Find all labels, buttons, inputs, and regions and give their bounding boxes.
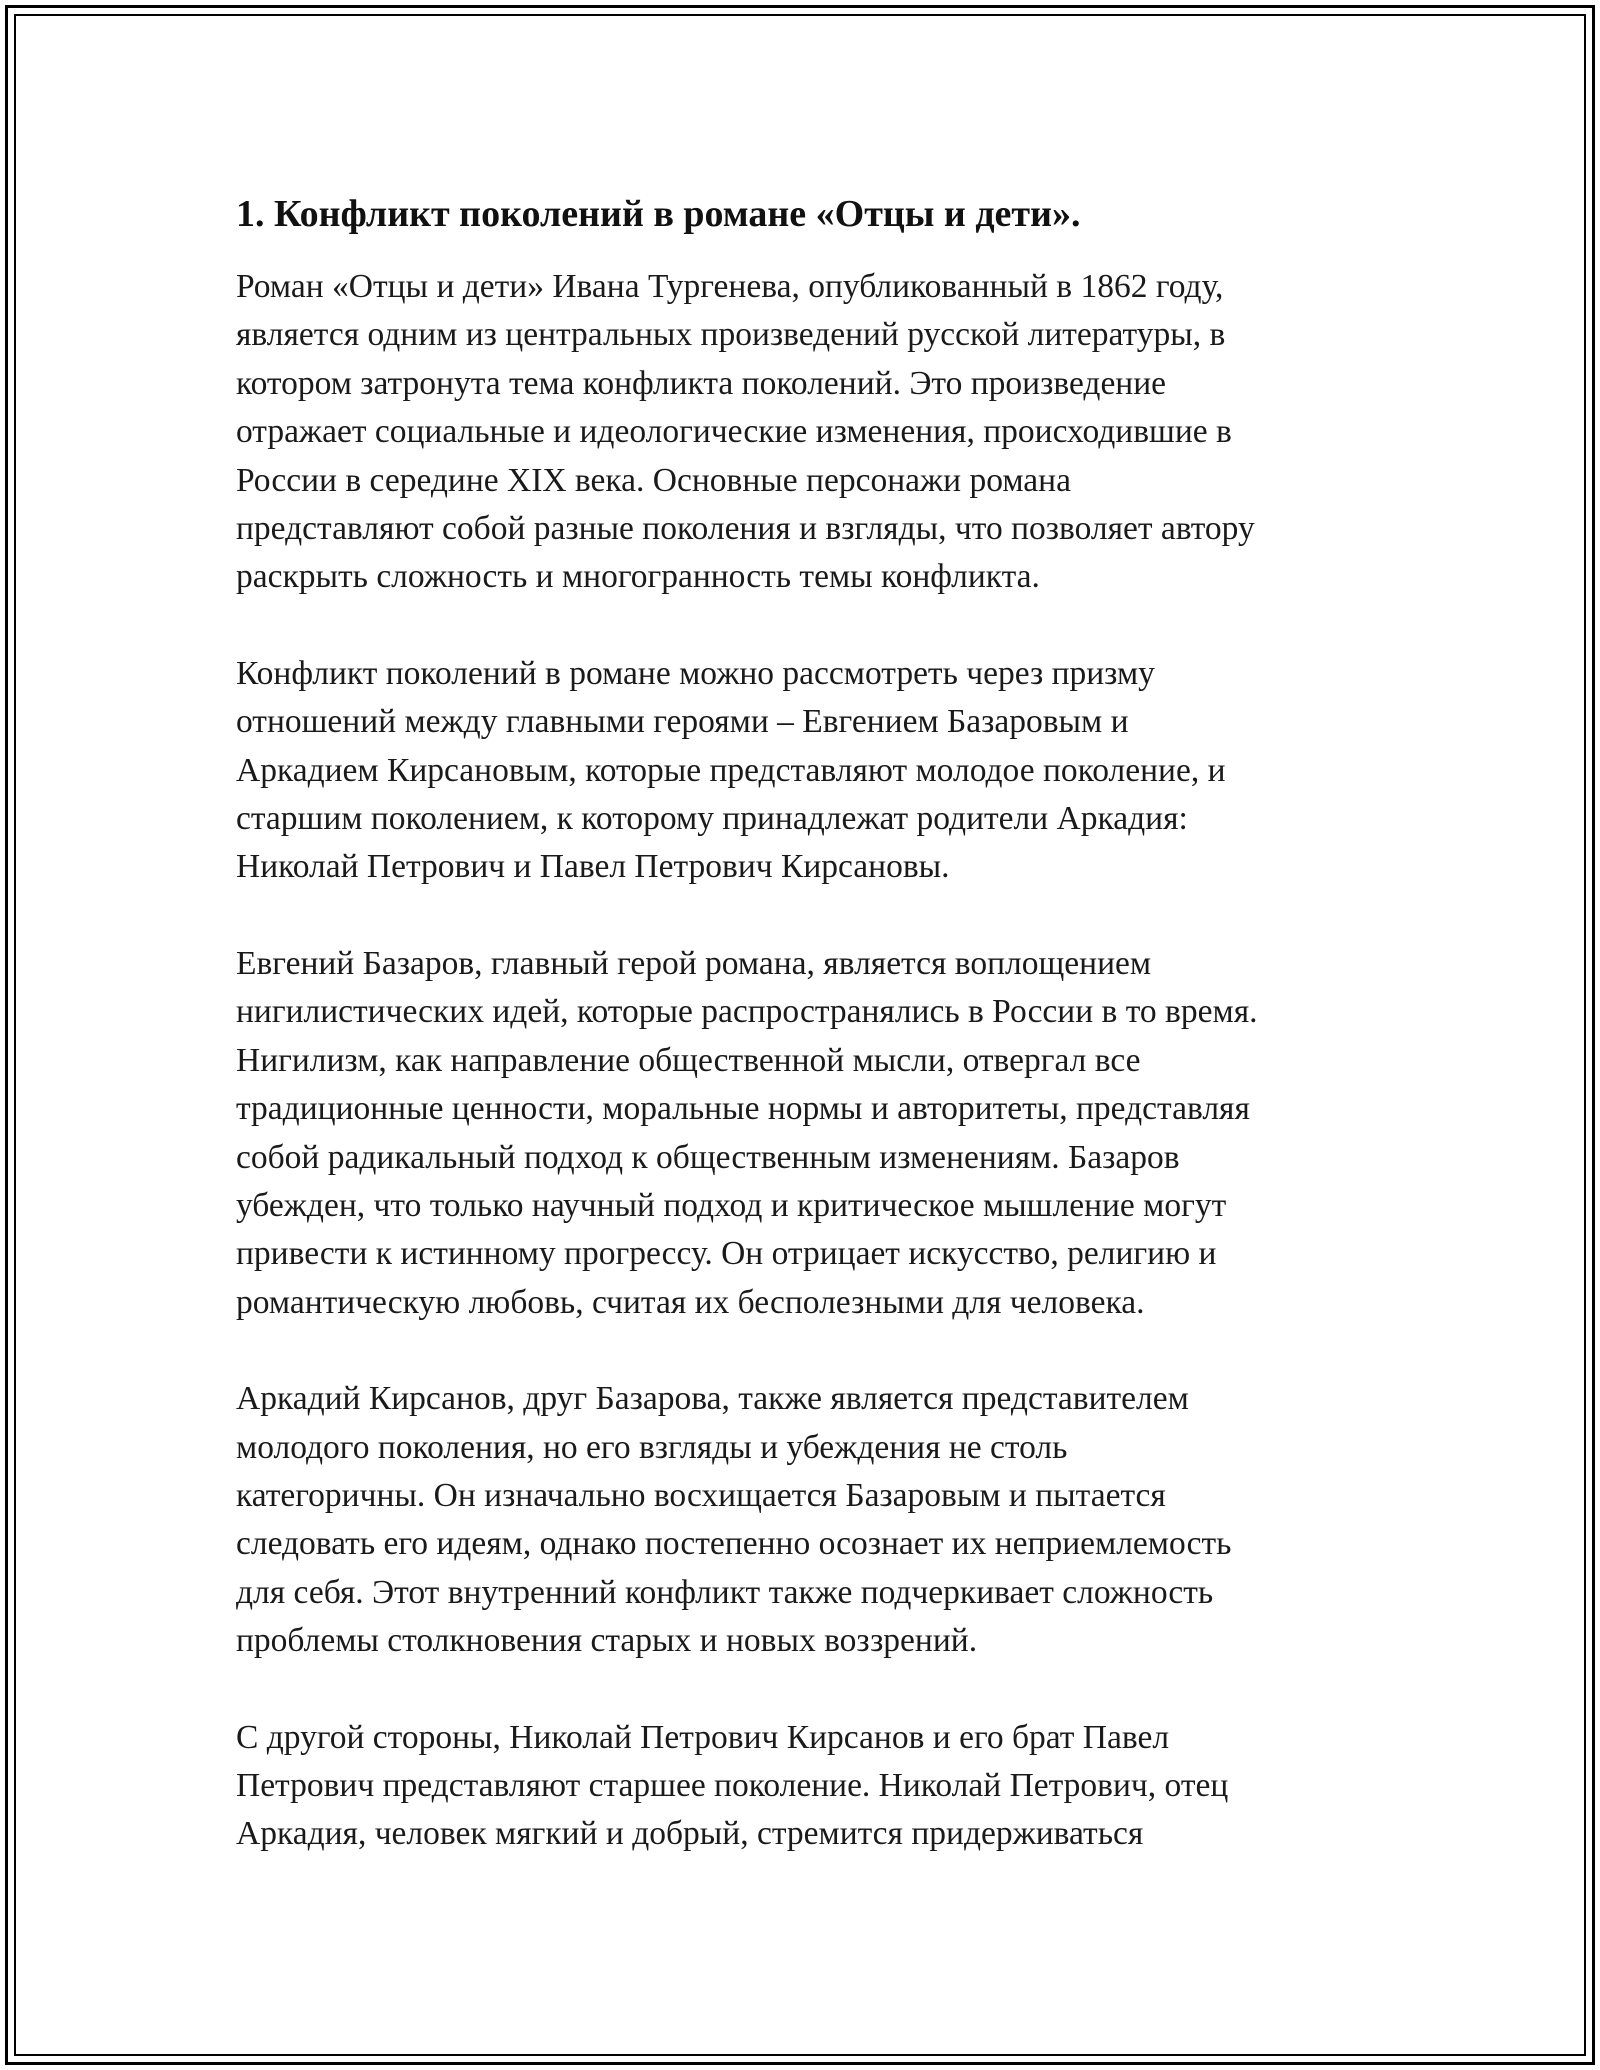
text-line: Аркадия, человек мягкий и добрый, стремится придерживаться [236, 1815, 1144, 1853]
text-line: Конфликт поколений в романе можно рассмотреть через призму [236, 654, 1155, 692]
section-heading: 1. Конфликт поколений в романе «Отцы и дети». [236, 193, 1081, 235]
text-line: нигилистических идей, которые распространялись в России в то время. [236, 993, 1258, 1031]
text-line: убежден, что только научный подход и критическое мышление могут [236, 1186, 1227, 1224]
paragraph-older-generation [236, 1714, 1386, 1859]
text-line: старшим поколением, к которому принадлежат родители Аркадия: [236, 800, 1188, 838]
document-body [236, 186, 1386, 1907]
text-line: котором затронута тема конфликта поколений. Это произведение [236, 364, 1167, 402]
text-line: Петрович представляют старшее поколение. Николай Петрович, отец [236, 1766, 1229, 1804]
text-line: отражает социальные и идеологические изменения, происходившие в [236, 413, 1232, 451]
text-line: традиционные ценности, моральные нормы и авторитеты, представляя [236, 1090, 1250, 1128]
text-line: Аркадий Кирсанов, друг Базарова, также является представителем [236, 1380, 1189, 1418]
paragraph-intro [236, 263, 1386, 602]
text-line: Евгений Базаров, главный герой романа, является воплощением [236, 944, 1152, 982]
text-line: Аркадием Кирсановым, которые представляют молодое поколение, и [236, 751, 1226, 789]
text-line: представляют собой разные поколения и взгляды, что позволяет автору [236, 510, 1255, 548]
text-line: для себя. Этот внутренний конфликт также подчеркивает сложность [236, 1573, 1214, 1611]
text-line: является одним из центральных произведений русской литературы, в [236, 316, 1226, 354]
paragraph-bazarov [236, 940, 1386, 1327]
text-line: России в середине XIX века. Основные персонажи романа [236, 461, 1071, 499]
paragraph-arkady [236, 1375, 1386, 1665]
text-line: Николай Петрович и Павел Петрович Кирсановы. [236, 848, 950, 886]
text-line: отношений между главными героями – Евгением Базаровым и [236, 703, 1129, 741]
paragraph-conflict [236, 650, 1386, 892]
text-line: С другой стороны, Николай Петрович Кирсанов и его брат Павел [236, 1718, 1170, 1756]
text-line: Нигилизм, как направление общественной мысли, отвергал все [236, 1041, 1141, 1079]
text-line: категоричны. Он изначально восхищается Базаровым и пытается [236, 1476, 1166, 1514]
text-line: романтическую любовь, считая их бесполезными для человека. [236, 1283, 1145, 1321]
text-line: привести к истинному прогрессу. Он отрицает искусство, религию и [236, 1235, 1217, 1273]
text-line: молодого поколения, но его взгляды и убеждения не столь [236, 1428, 1068, 1466]
text-line: раскрыть сложность и многогранность темы конфликта. [236, 558, 1040, 596]
text-line: следовать его идеям, однако постепенно осознает их неприемлемость [236, 1525, 1232, 1563]
text-line: проблемы столкновения старых и новых воззрений. [236, 1622, 978, 1660]
text-line: Роман «Отцы и дети» Ивана Тургенева, опубликованный в 1862 году, [236, 268, 1224, 305]
text-line: собой радикальный подход к общественным изменениям. Базаров [236, 1138, 1180, 1176]
